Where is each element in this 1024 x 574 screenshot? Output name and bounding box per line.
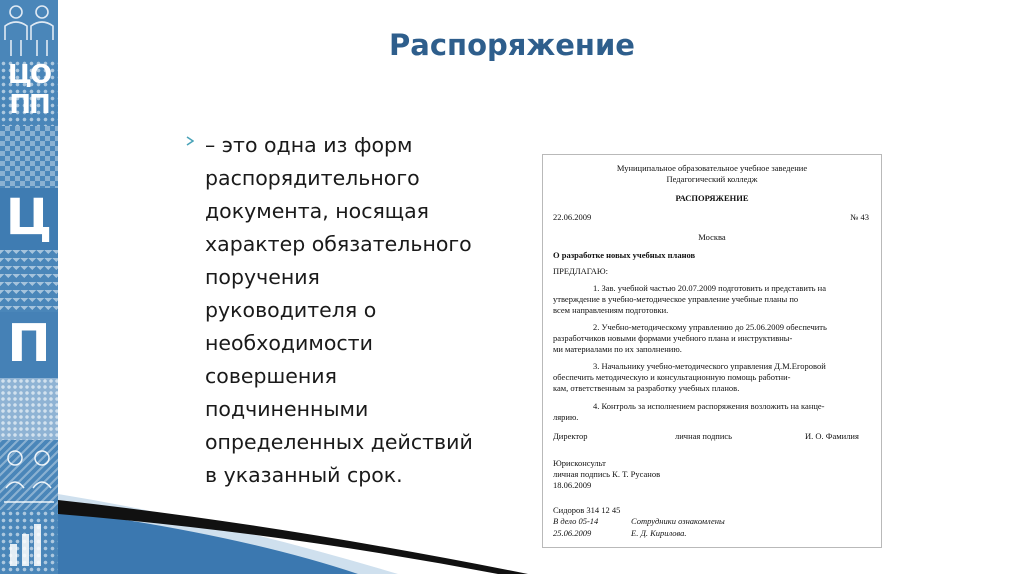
doc-item-line: ми материалами по их заполнению. [553,344,682,354]
chart-icon [0,510,58,574]
sidebar-glyph-p: П [7,314,51,374]
slide-title: Распоряжение [389,28,635,62]
doc-preamble: ПРЕДЛАГАЮ: [553,266,608,276]
doc-org-line1: Муниципальное образовательное учебное заведение [616,163,808,173]
doc-item-line: 4. Контроль за исполнением распоряжения возложить на канце- [593,401,825,411]
definition-line: в указанный срок. [205,463,403,487]
doc-item-line: 1. Зав. учебной частью 20.07.2009 подготовить и представить на [593,283,826,293]
definition-line: необходимости [205,331,373,355]
doc-ack-note: Сотрудники ознакомлены [631,516,725,526]
pattern-tile [0,126,58,188]
doc-item-line: 2. Учебно-методическому управлению до 25.06.2009 обеспечить [593,322,827,332]
definition-text [205,129,535,492]
doc-number: № 43 [850,212,869,222]
doc-lawyer-title: Юрисконсульт [553,458,606,468]
definition-line: документа, носящая [205,199,429,223]
definition-line: определенных действий [205,430,473,454]
definition-line: распорядительного [205,166,420,190]
sidebar-glyph-co: ЦО [7,60,51,90]
definition-line: руководителя о [205,298,377,322]
doc-city: Москва [698,232,726,242]
doc-item-line: разработчиков новыми формами учебного плана и инструктивны- [553,333,793,343]
doc-file-date: 25.06.2009 [553,528,592,538]
doc-executor: Сидоров 314 12 45 [553,505,621,515]
doc-signer-sign: личная подпись [675,431,733,441]
definition-line: поручения [205,265,320,289]
pattern-tile [0,440,58,510]
definition-line: характер обязательного [205,232,472,256]
doc-item-line: 3. Начальнику учебно-методического управления Д.М.Егоровой [593,361,826,371]
definition-line: подчиненными [205,397,369,421]
gears-icon [0,440,58,510]
doc-signer-title: Директор [553,431,588,441]
doc-lawyer-sign: личная подпись К. Т. Русанов [553,469,661,479]
sidebar-glyph-pp: ПП [9,90,49,120]
pattern-tile [0,250,58,312]
doc-signer-name: И. О. Фамилия [805,431,859,441]
definition-line: совершения [205,364,337,388]
doc-ack-name: Е. Д. Кирилова. [631,528,687,538]
doc-item-line: обеспечить методическую и консультационную помощь работни- [553,372,791,382]
doc-item-line: кам, ответственным за разработку учебных планов. [553,383,740,393]
doc-lawyer-date: 18.06.2009 [553,480,592,490]
bullet-arrow-icon [186,136,194,149]
doc-org-line2: Педагогический колледж [666,174,758,184]
pattern-tile [0,378,58,440]
decorative-sidebar [0,0,58,574]
doc-date: 22.06.2009 [553,212,592,222]
doc-item-line: утверждение в учебно-методическое управление учебные планы по [553,294,799,304]
order-document-sample [542,154,882,548]
doc-type: РАСПОРЯЖЕНИЕ [675,193,749,203]
decorative-swoosh [58,480,538,574]
definition-line: – это одна из форм [205,133,413,157]
sidebar-glyph-c: Ц [5,188,53,246]
doc-file-note: В дело 05-14 [553,516,599,526]
doc-item-line: всем направлениям подготовки. [553,305,669,315]
pattern-tile [0,510,58,574]
doc-subject: О разработке новых учебных планов [553,250,696,260]
doc-item-line: лярию. [553,412,579,422]
